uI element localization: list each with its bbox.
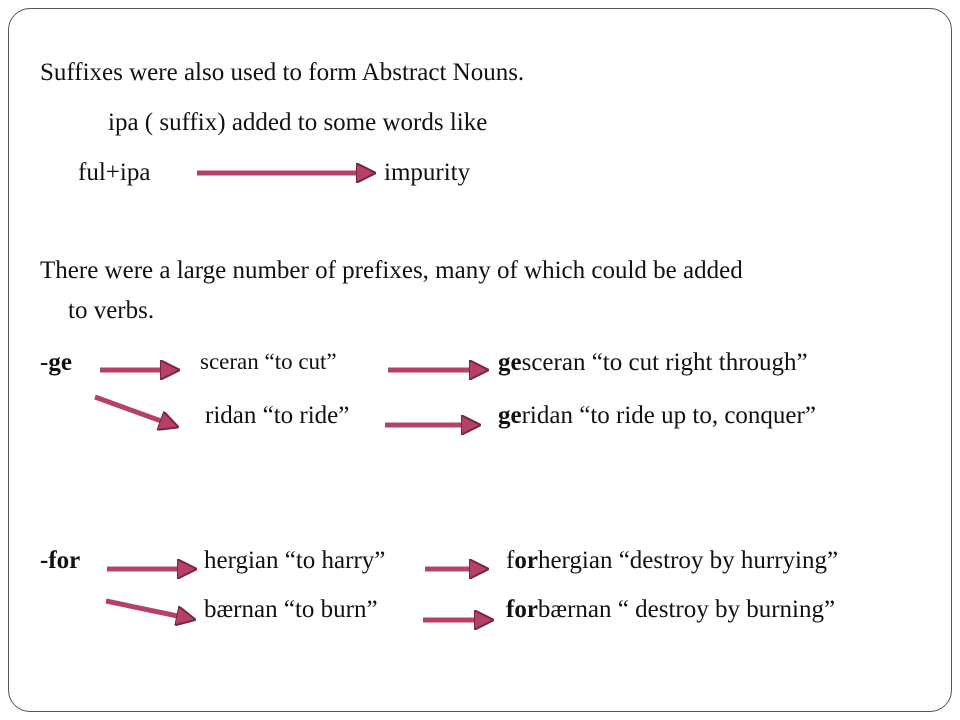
result-rest: sceran “to cut right through” <box>521 349 808 376</box>
result-prefix: for <box>506 596 538 623</box>
example-left: ful+ipa <box>78 159 151 186</box>
for-row1-word: hergian “to harry” <box>204 547 386 574</box>
result-b: or <box>514 547 538 574</box>
result-rest: ridan “to ride up to, conquer” <box>521 402 816 429</box>
text-line-2: ipa ( suffix) added to some words like <box>108 109 488 136</box>
ge-row2-result <box>498 403 816 428</box>
example-right: impurity <box>384 159 471 186</box>
prefix-ge: ge <box>48 349 72 376</box>
arrow-icon <box>95 397 175 426</box>
for-prefix: -for <box>40 547 81 574</box>
ge-row1-result <box>498 350 808 375</box>
for-row1-result <box>506 548 838 573</box>
paragraph-2-line-1: There were a large number of prefixes, many of which could be added <box>40 257 743 284</box>
for-row2-word: bærnan “to burn” <box>204 596 378 623</box>
ge-prefix <box>40 350 72 375</box>
paragraph-2-line-2: to verbs. <box>68 297 155 324</box>
result-a: f <box>506 547 515 574</box>
ge-row2-word: ridan “to ride” <box>205 402 350 429</box>
dash: - <box>40 349 49 376</box>
result-prefix: ge <box>498 349 522 376</box>
text-line-1: Suffixes were also used to form Abstract Nouns. <box>40 59 525 86</box>
arrow-icon <box>106 601 192 619</box>
result-rest: bærnan “ destroy by burning” <box>537 596 836 623</box>
ge-row1-word: sceran “to cut” <box>200 349 337 374</box>
result-rest: hergian “destroy by hurrying” <box>537 547 839 574</box>
for-row2-result <box>506 597 835 622</box>
result-prefix: ge <box>498 402 522 429</box>
